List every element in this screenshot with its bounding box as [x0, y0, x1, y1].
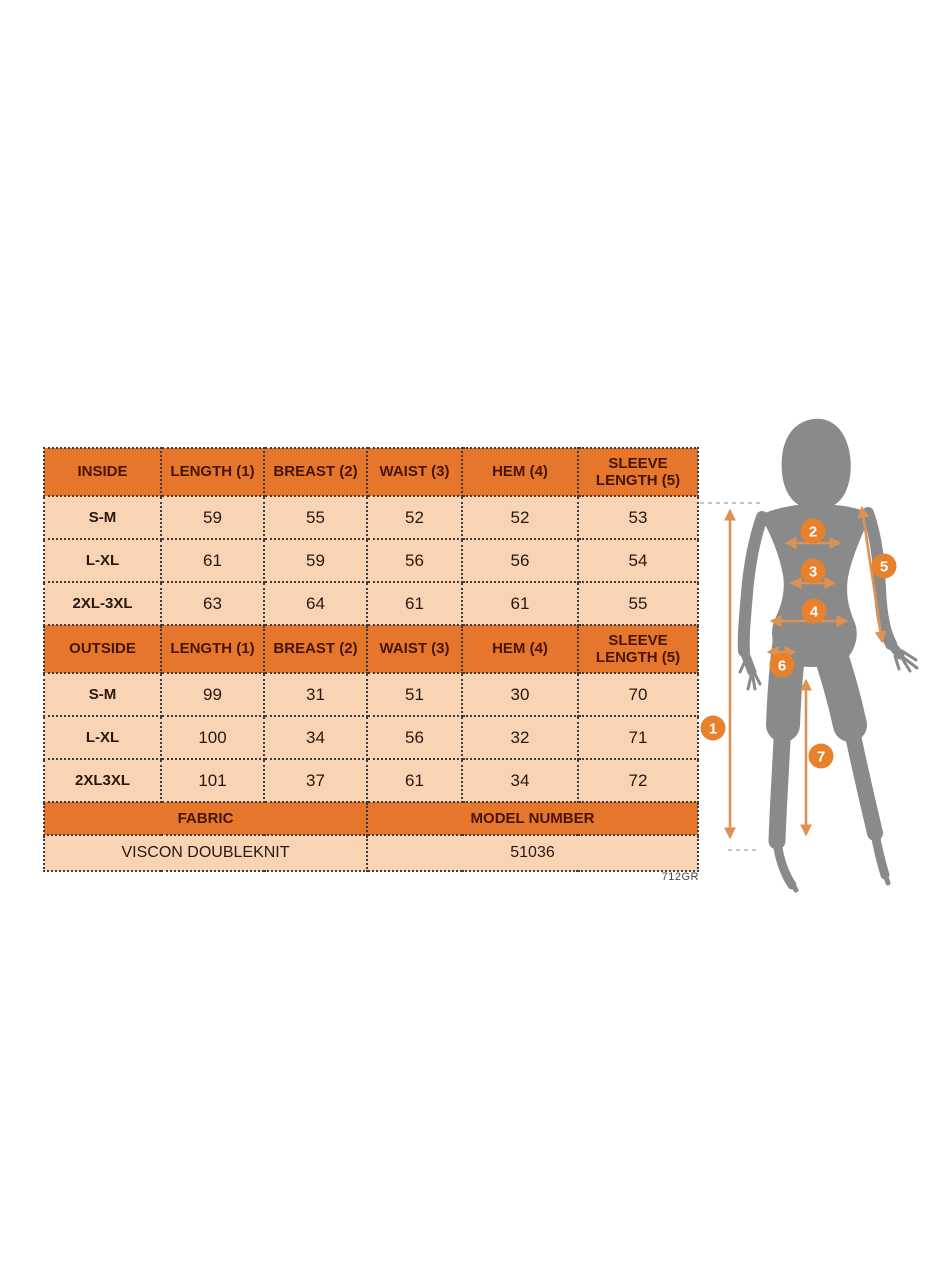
header-cell-sleeve-length: SLEEVE LENGTH (5): [578, 625, 698, 673]
measure-marker-6: [770, 653, 795, 678]
measurement-figure-svg: [698, 413, 933, 895]
size-cell: 2XL-3XL: [44, 582, 161, 625]
fabric-value-cell: VISCON DOUBLEKNIT: [44, 835, 367, 871]
svg-text:7: 7: [816, 748, 826, 766]
value-cell: 53: [578, 496, 698, 539]
value-cell: 56: [367, 539, 462, 582]
svg-text:4: 4: [809, 603, 819, 621]
size-cell: S-M: [44, 496, 161, 539]
table-row-outside-lxl: [44, 716, 698, 759]
value-cell: 31: [264, 673, 367, 716]
size-cell: L-XL: [44, 716, 161, 759]
size-chart-table: [43, 447, 699, 872]
value-cell: 54: [578, 539, 698, 582]
header-cell-length: LENGTH (1): [161, 448, 264, 496]
value-cell: 56: [367, 716, 462, 759]
value-cell: 34: [264, 716, 367, 759]
fabric-header-cell: FABRIC: [44, 802, 367, 835]
svg-text:6: 6: [777, 657, 787, 675]
value-cell: 101: [161, 759, 264, 802]
value-cell: 61: [462, 582, 578, 625]
value-cell: 99: [161, 673, 264, 716]
table-row-outside-sm: [44, 673, 698, 716]
value-cell: 59: [264, 539, 367, 582]
size-chart: [43, 447, 699, 883]
value-cell: 34: [462, 759, 578, 802]
value-cell: 71: [578, 716, 698, 759]
header-cell-sleeve-length: SLEEVE LENGTH (5): [578, 448, 698, 496]
table-row-inside-lxl: [44, 539, 698, 582]
header-cell-waist: WAIST (3): [367, 448, 462, 496]
table-row-inside-2xl3xl: [44, 582, 698, 625]
table-row-outside-2xl3xl: [44, 759, 698, 802]
value-cell: 32: [462, 716, 578, 759]
value-cell: 51: [367, 673, 462, 716]
value-cell: 37: [264, 759, 367, 802]
value-cell: 61: [367, 759, 462, 802]
size-cell: L-XL: [44, 539, 161, 582]
woman-silhouette-icon: [740, 419, 917, 890]
header-cell-outside: OUTSIDE: [44, 625, 161, 673]
measure-marker-1: [701, 716, 726, 741]
measure-marker-5: [872, 554, 897, 579]
header-cell-breast: BREAST (2): [264, 625, 367, 673]
value-cell: 59: [161, 496, 264, 539]
header-cell-waist: WAIST (3): [367, 625, 462, 673]
header-cell-inside: INSIDE: [44, 448, 161, 496]
measure-marker-2: [801, 519, 826, 544]
value-cell: 55: [264, 496, 367, 539]
header-cell-length: LENGTH (1): [161, 625, 264, 673]
model-number-value-cell: 51036: [367, 835, 698, 871]
inside-header-row: [44, 448, 698, 496]
value-cell: 72: [578, 759, 698, 802]
header-cell-hem: HEM (4): [462, 625, 578, 673]
measure-marker-7: [809, 744, 834, 769]
measure-marker-3: [801, 559, 826, 584]
svg-text:2: 2: [808, 523, 818, 541]
value-cell: 61: [161, 539, 264, 582]
value-cell: 52: [462, 496, 578, 539]
svg-text:1: 1: [708, 720, 718, 738]
svg-text:3: 3: [808, 563, 818, 581]
model-number-header-cell: MODEL NUMBER: [367, 802, 698, 835]
product-code: 712GR: [661, 871, 699, 883]
header-cell-hem: HEM (4): [462, 448, 578, 496]
value-cell: 61: [367, 582, 462, 625]
measure-marker-4: [802, 599, 827, 624]
value-cell: 56: [462, 539, 578, 582]
value-cell: 70: [578, 673, 698, 716]
table-row-inside-sm: [44, 496, 698, 539]
value-cell: 64: [264, 582, 367, 625]
fabric-value-row: [44, 835, 698, 871]
outside-header-row: [44, 625, 698, 673]
value-cell: 30: [462, 673, 578, 716]
value-cell: 55: [578, 582, 698, 625]
value-cell: 52: [367, 496, 462, 539]
value-cell: 100: [161, 716, 264, 759]
header-cell-breast: BREAST (2): [264, 448, 367, 496]
value-cell: 63: [161, 582, 264, 625]
measurement-figure: [698, 413, 933, 895]
size-cell: 2XL3XL: [44, 759, 161, 802]
size-cell: S-M: [44, 673, 161, 716]
svg-text:5: 5: [879, 558, 889, 576]
fabric-header-row: [44, 802, 698, 835]
